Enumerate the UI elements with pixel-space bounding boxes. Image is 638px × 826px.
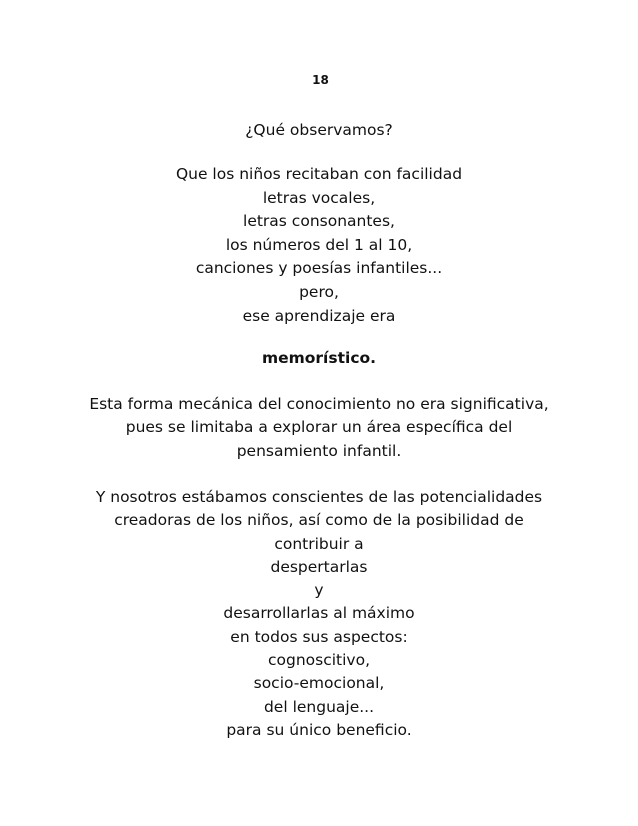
paragraph-line: socio-emocional, bbox=[253, 674, 385, 693]
observation-line: los números del 1 al 10, bbox=[225, 235, 413, 254]
paragraph-line: en todos sus aspectos: bbox=[230, 627, 408, 646]
paragraph-line: contribuir a bbox=[274, 534, 364, 553]
page-number: 18 bbox=[312, 73, 329, 87]
paragraph-line: Esta forma mecánica del conocimiento no era significativa, bbox=[89, 395, 549, 413]
observation-line: letras consonantes, bbox=[243, 212, 395, 231]
observation-line: ese aprendizaje era bbox=[242, 306, 396, 325]
paragraph-line: despertarlas bbox=[270, 557, 368, 576]
observation-line: letras vocales, bbox=[262, 188, 376, 207]
paragraph-line: pues se limitaba a explorar un área específica del bbox=[125, 418, 513, 437]
observation-line: Que los niños recitaban con facilidad bbox=[175, 165, 463, 183]
paragraph-line: Y nosotros estábamos conscientes de las potencialidades bbox=[95, 488, 543, 506]
paragraph-mechanical-knowledge bbox=[0, 393, 638, 463]
section-heading: ¿Qué observamos? bbox=[245, 121, 393, 139]
paragraph-potentialities bbox=[0, 486, 638, 742]
paragraph-line: del lenguaje... bbox=[263, 697, 375, 716]
paragraph-line: pensamiento infantil. bbox=[236, 441, 402, 460]
observation-line: pero, bbox=[299, 282, 339, 301]
emphasized-word: memorístico. bbox=[261, 349, 377, 367]
paragraph-line: cognoscitivo, bbox=[267, 651, 371, 670]
observation-line: canciones y poesías infantiles... bbox=[195, 259, 443, 278]
paragraph-line: creadoras de los niños, así como de la posibilidad de bbox=[114, 511, 524, 530]
observation-list bbox=[0, 163, 638, 328]
paragraph-line: y bbox=[314, 581, 324, 600]
paragraph-line: desarrollarlas al máximo bbox=[223, 604, 415, 623]
paragraph-line: para su único beneficio. bbox=[226, 720, 412, 739]
